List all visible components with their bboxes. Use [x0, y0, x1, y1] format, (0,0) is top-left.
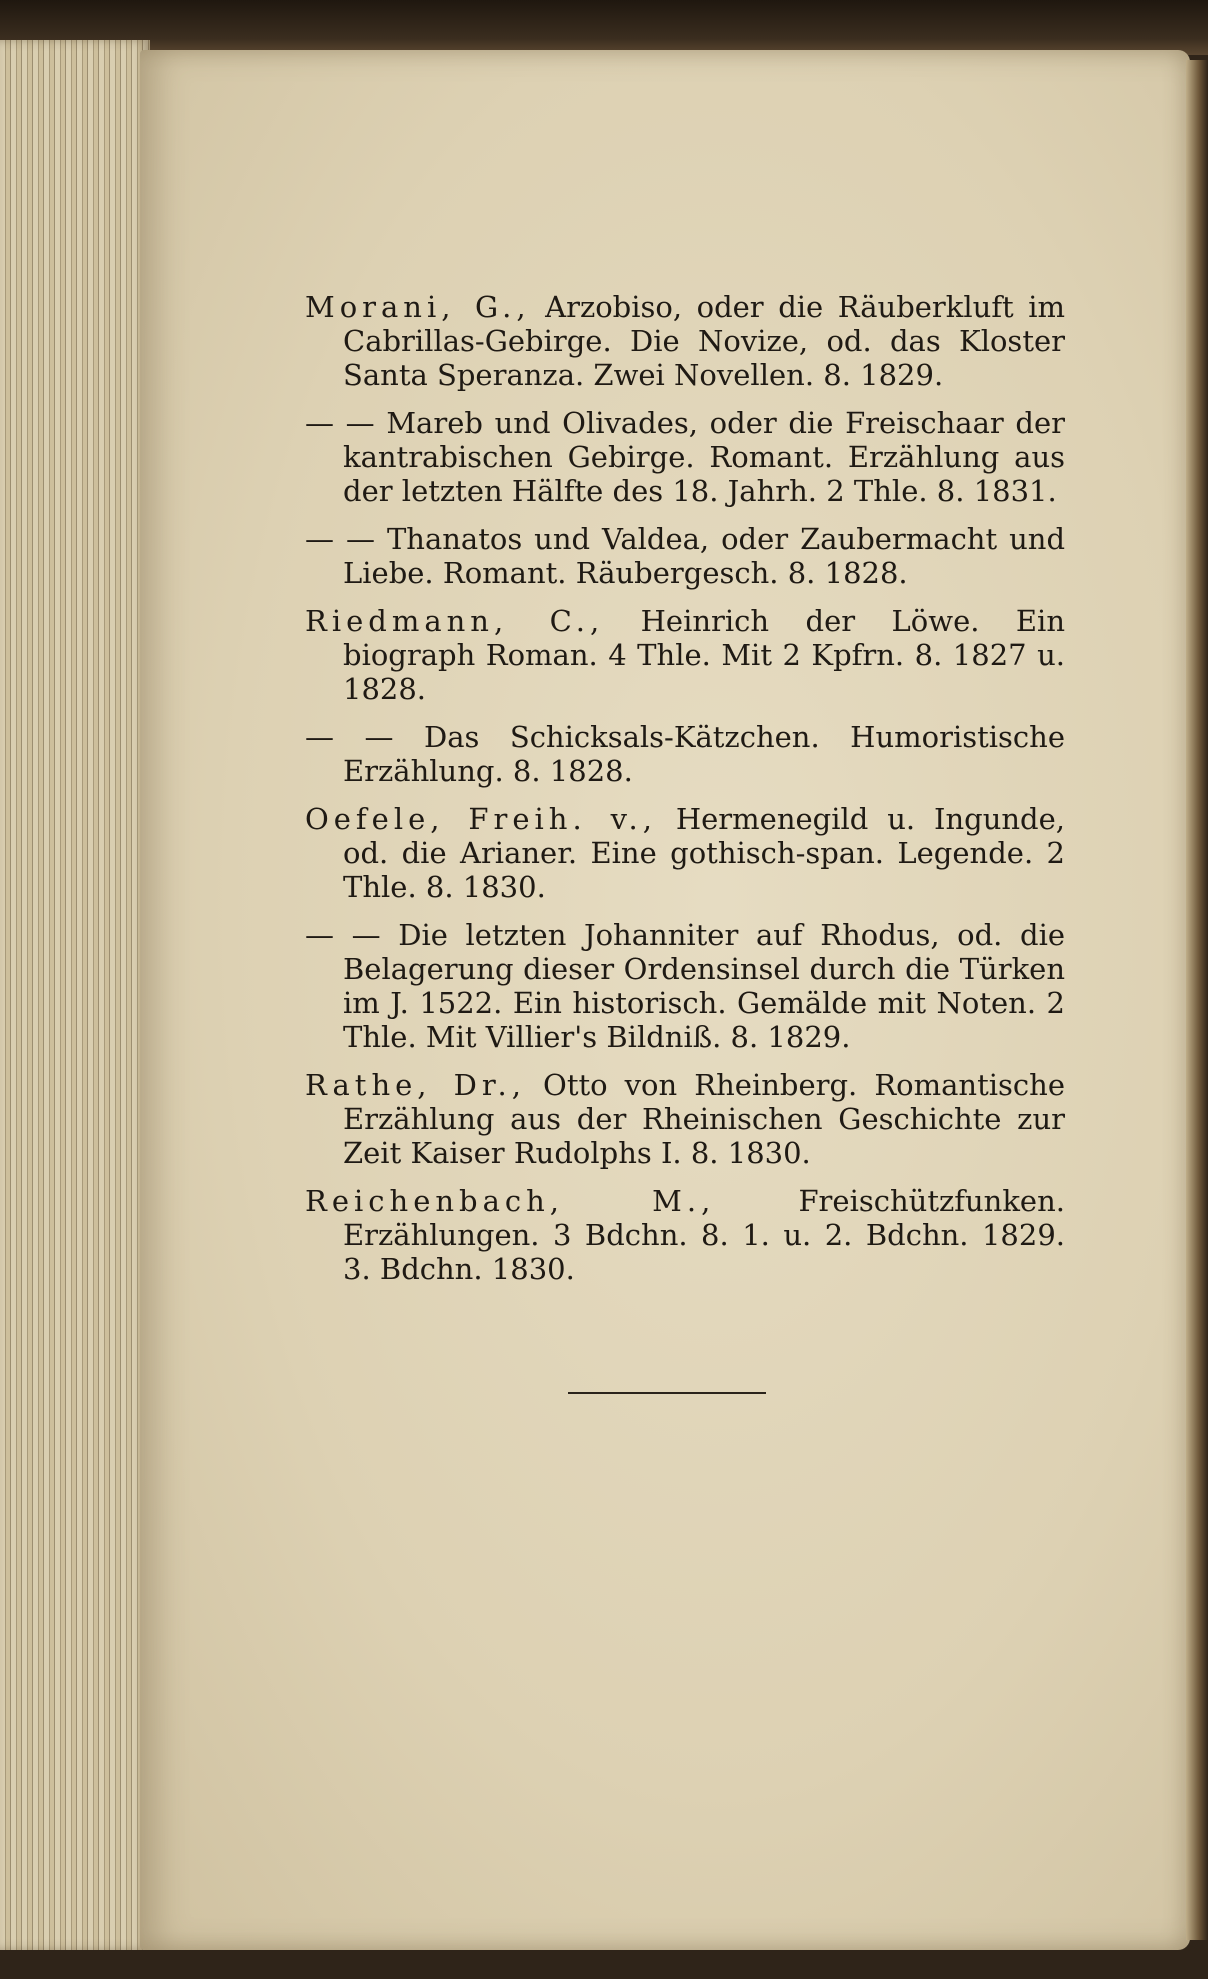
entry-dash: — —: [305, 918, 381, 952]
catalog-entry: [305, 406, 1065, 508]
catalog-entry: [305, 604, 1065, 706]
entry-text: Die letzten Johanniter auf Rhodus, od. die Belagerung dieser Ordensinsel durch die Türken im J. 1522. Ein historisch. Gemälde mit Noten. 2 Thle. Mit Villier's Bildniß. 8. 1829.: [343, 918, 1066, 1054]
entry-text: Freischützfunken. Erzählungen. 3 Bdchn. 8. 1. u. 2. Bdchn. 1829. 3. Bdchn. 1830.: [343, 1184, 1065, 1286]
catalog-entry: [305, 290, 1065, 392]
catalog-entry: [305, 802, 1065, 904]
entry-dash: — —: [305, 522, 375, 556]
catalog-list: [305, 290, 1065, 1300]
entry-dash: — —: [305, 406, 375, 440]
catalog-entry: [305, 1068, 1065, 1170]
entry-author: Reichenbach, M.,: [305, 1184, 716, 1218]
page-edge-stack: [0, 40, 150, 1950]
entry-author: Rathe, Dr.,: [305, 1068, 526, 1102]
entry-text: Mareb und Olivades, oder die Freischaar der kantrabischen Gebirge. Romant. Erzählung aus der letzten Hälfte des 18. Jahrh. 2 Thle. 8. 1831.: [343, 406, 1065, 508]
entry-text: Hermenegild u. Ingunde, od. die Arianer. Eine gothisch-span. Legende. 2 Thle. 8. 1830.: [343, 802, 1065, 904]
entry-author: Morani, G.,: [305, 290, 531, 324]
entry-author: Oefele, Freih. v.,: [305, 802, 657, 836]
entry-author: Riedmann, C.,: [305, 604, 605, 638]
catalog-entry: [305, 522, 1065, 590]
catalog-entry: [305, 720, 1065, 788]
book-top-edge: [0, 0, 1208, 55]
entry-text: Das Schicksals-Kätzchen. Humoristische Erzählung. 8. 1828.: [343, 720, 1065, 788]
entry-text: Heinrich der Löwe. Ein biograph Roman. 4 Thle. Mit 2 Kpfrn. 8. 1827 u. 1828.: [343, 604, 1065, 706]
entry-text: Otto von Rheinberg. Romantische Erzählung aus der Rheinischen Geschichte zur Zeit Kaiser Rudolphs I. 8. 1830.: [343, 1068, 1066, 1170]
catalog-entry: [305, 918, 1065, 1054]
entry-text: Arzobiso, oder die Räuberkluft im Cabrillas-Gebirge. Die Novize, od. das Kloster Santa Speranza. Zwei Novellen. 8. 1829.: [343, 290, 1066, 392]
end-rule: [568, 1392, 766, 1394]
catalog-entry: [305, 1184, 1065, 1286]
entry-dash: — —: [305, 720, 394, 754]
entry-text: Thanatos und Valdea, oder Zaubermacht und Liebe. Romant. Räubergesch. 8. 1828.: [343, 522, 1066, 590]
book-right-edge: [1186, 60, 1208, 1940]
